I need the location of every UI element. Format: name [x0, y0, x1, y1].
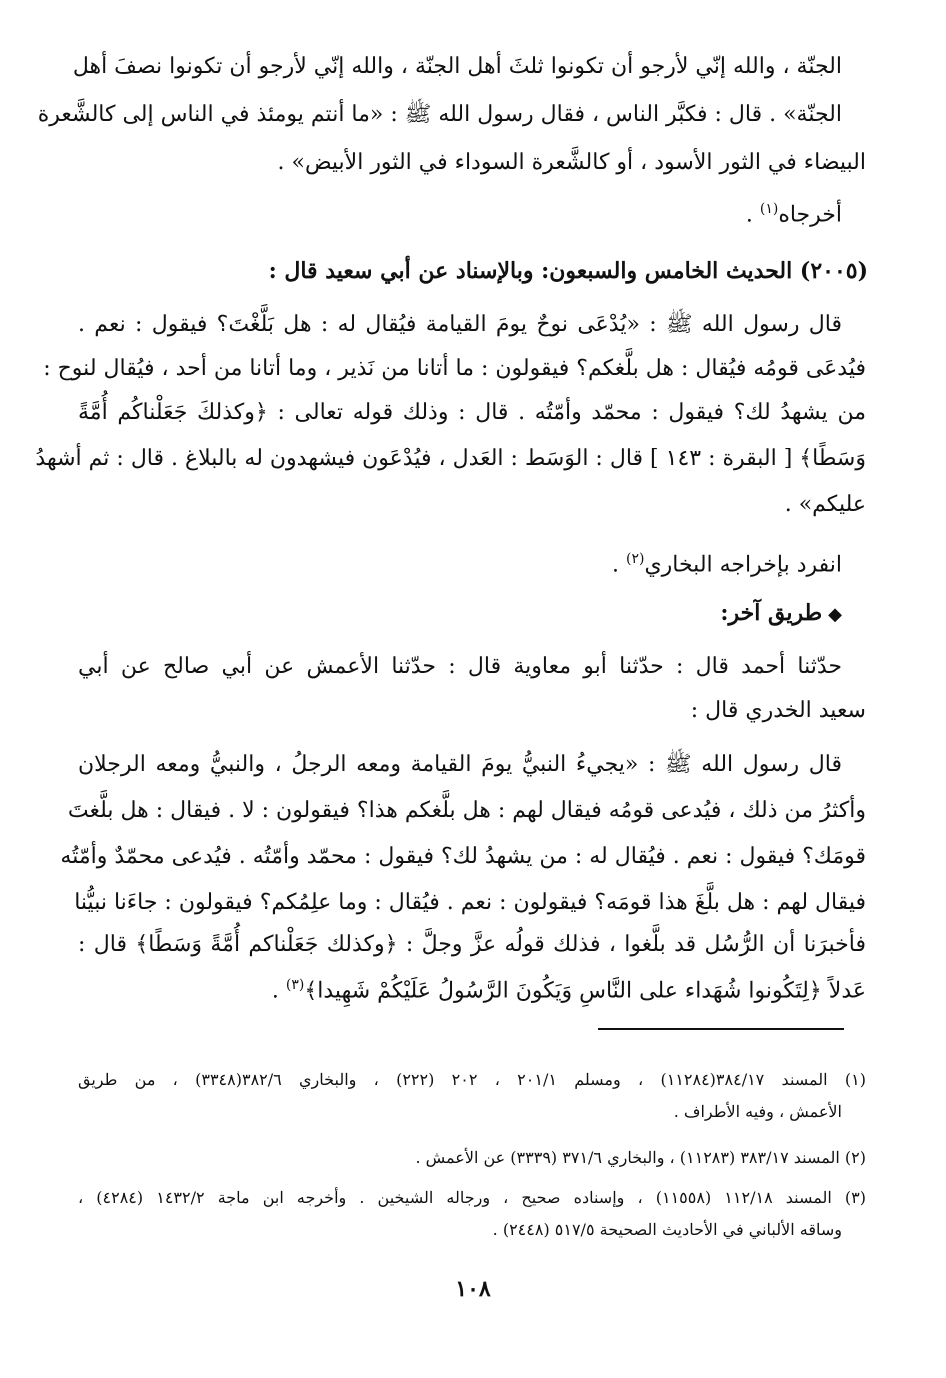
footnote-divider: [598, 1028, 844, 1030]
body-line: فأخبرَنا أن الرُّسُل قد بلَّغوا ، فذلك قولُه عزَّ وجلَّ : ﴿وكذلك جَعَلْناكم أُمَّةً وَسَطًا﴾ قال :: [78, 932, 866, 957]
body-line: فيقال لهم : هل بلَّغَ هذا قومَه؟ فيقولون : نعم . فيُقال : وما علِمُكم؟ فيقولون : جاءَنا نبيُّنا: [74, 890, 866, 915]
body-line: وأكثرُ من ذلك ، فيُدعى قومُه فيقال لهم : هل بلَّغكم هذا؟ فيقولون : لا . فيقال : هل بلَّغتَ: [67, 798, 866, 823]
body-line: أخرجاه$^{(١)}$ .: [745, 201, 842, 228]
section-heading: ◆طريق آخر:: [720, 600, 842, 626]
body-line: سعيد الخدري قال :: [690, 698, 866, 723]
body-line: الجنّة» . قال : فكبَّر الناس ، فقال رسول الله ﷺ : «ما أنتم يومئذ في الناس إلى كالشَّعرة: [37, 102, 842, 127]
body-line: قال رسول الله ﷺ : «يجيءُ النبيُّ يومَ القيامة ومعه الرجلُ ، والنبيُّ ومعه الرجلان: [78, 752, 842, 777]
diamond-icon: ◆: [828, 604, 842, 625]
footnote-ref: (٢): [625, 551, 645, 567]
citation-text: أخرجاه: [778, 202, 842, 228]
body-line: عليكم» .: [784, 492, 866, 517]
body-line: من يشهدُ لك؟ فيقول : محمّد وأمّتُه . قال : وذلك قوله تعالى : ﴿وكذلكَ جَعَلْناكُم أُمَّةً: [78, 400, 866, 425]
body-line: البيضاء في الثور الأسود ، أو كالشَّعرة السوداء في الثور الأبيض» .: [277, 150, 866, 175]
body-line: عَدلاً ﴿لِتَكُونوا شُهَداء على النَّاسِ وَيَكُونَ الرَّسُولُ عَلَيْكُمْ شَهِيدا﴾$^{(٣)}$ .: [271, 977, 866, 1004]
citation-text: انفرد بإخراجه البخاري: [644, 552, 842, 578]
body-line: قومَك؟ فيقول : نعم . فيُقال له : من يشهدُ لك؟ فيقول : محمّد وأمّتُه . فيُدعى محمّدٌ وأمّتُه: [60, 844, 866, 869]
footnote: (٢) المسند ٣٨٣/١٧ (١١٢٨٣) ، والبخاري ٣٧١/٦ (٣٣٣٩) عن الأعمش .: [415, 1148, 866, 1167]
hadith-heading: (٢٠٠٥) الحديث الخامس والسبعون: وبالإسناد عن أبي سعيد قال :: [268, 258, 868, 284]
body-line: انفرد بإخراجه البخاري$^{(٢)}$ .: [611, 551, 842, 578]
footnote-ref: (١): [759, 201, 779, 217]
footnote: (١) المسند ٣٨٤/١٧(١١٢٨٤) ، ومسلم ٢٠١/١ ، ٢٠٢ (٢٢٢) ، والبخاري ٣٨٢/٦(٣٣٤٨) ، من طريق: [78, 1070, 866, 1089]
body-line: قال رسول الله ﷺ : «يُدْعَى نوحٌ يومَ القيامة فيُقال له : هل بَلَّغْتَ؟ فيقول : نعم .: [78, 312, 842, 337]
body-line: الجنّة ، والله إنّي لأرجو أن تكونوا ثلثَ أهل الجنّة ، والله إنّي لأرجو أن تكونوا نصفَ أهل: [72, 54, 842, 79]
body-line: وَسَطًا﴾ [ البقرة : ١٤٣ ] قال : الوَسَط : العَدل ، فيُدْعَون فيشهدون له بالبلاغ . قال : ثم أشهدُ: [35, 446, 866, 471]
footnote: الأعمش ، وفيه الأطراف .: [673, 1102, 842, 1121]
page-number: ١٠٨: [455, 1276, 491, 1302]
footnote-ref: (٣): [285, 977, 305, 993]
body-line: حدّثنا أحمد قال : حدّثنا أبو معاوية قال : حدّثنا الأعمش عن أبي صالح عن أبي: [78, 654, 842, 679]
footnote: وساقه الألباني في الأحاديث الصحيحة ٥١٧/٥ (٢٤٤٨) .: [492, 1220, 842, 1239]
footnote: (٣) المسند ١١٢/١٨ (١١٥٥٨) ، وإسناده صحيح ، ورجاله الشيخين . وأخرجه ابن ماجة ١٤٣٢/٢ (٤٢٨٤) ،: [78, 1188, 867, 1207]
body-line: فيُدعَى قومُه فيُقال : هل بلَّغكم؟ فيقولون : ما أتانا من نَذير ، وما أتانا من أحد ، فيُقال لنوح :: [43, 356, 866, 381]
